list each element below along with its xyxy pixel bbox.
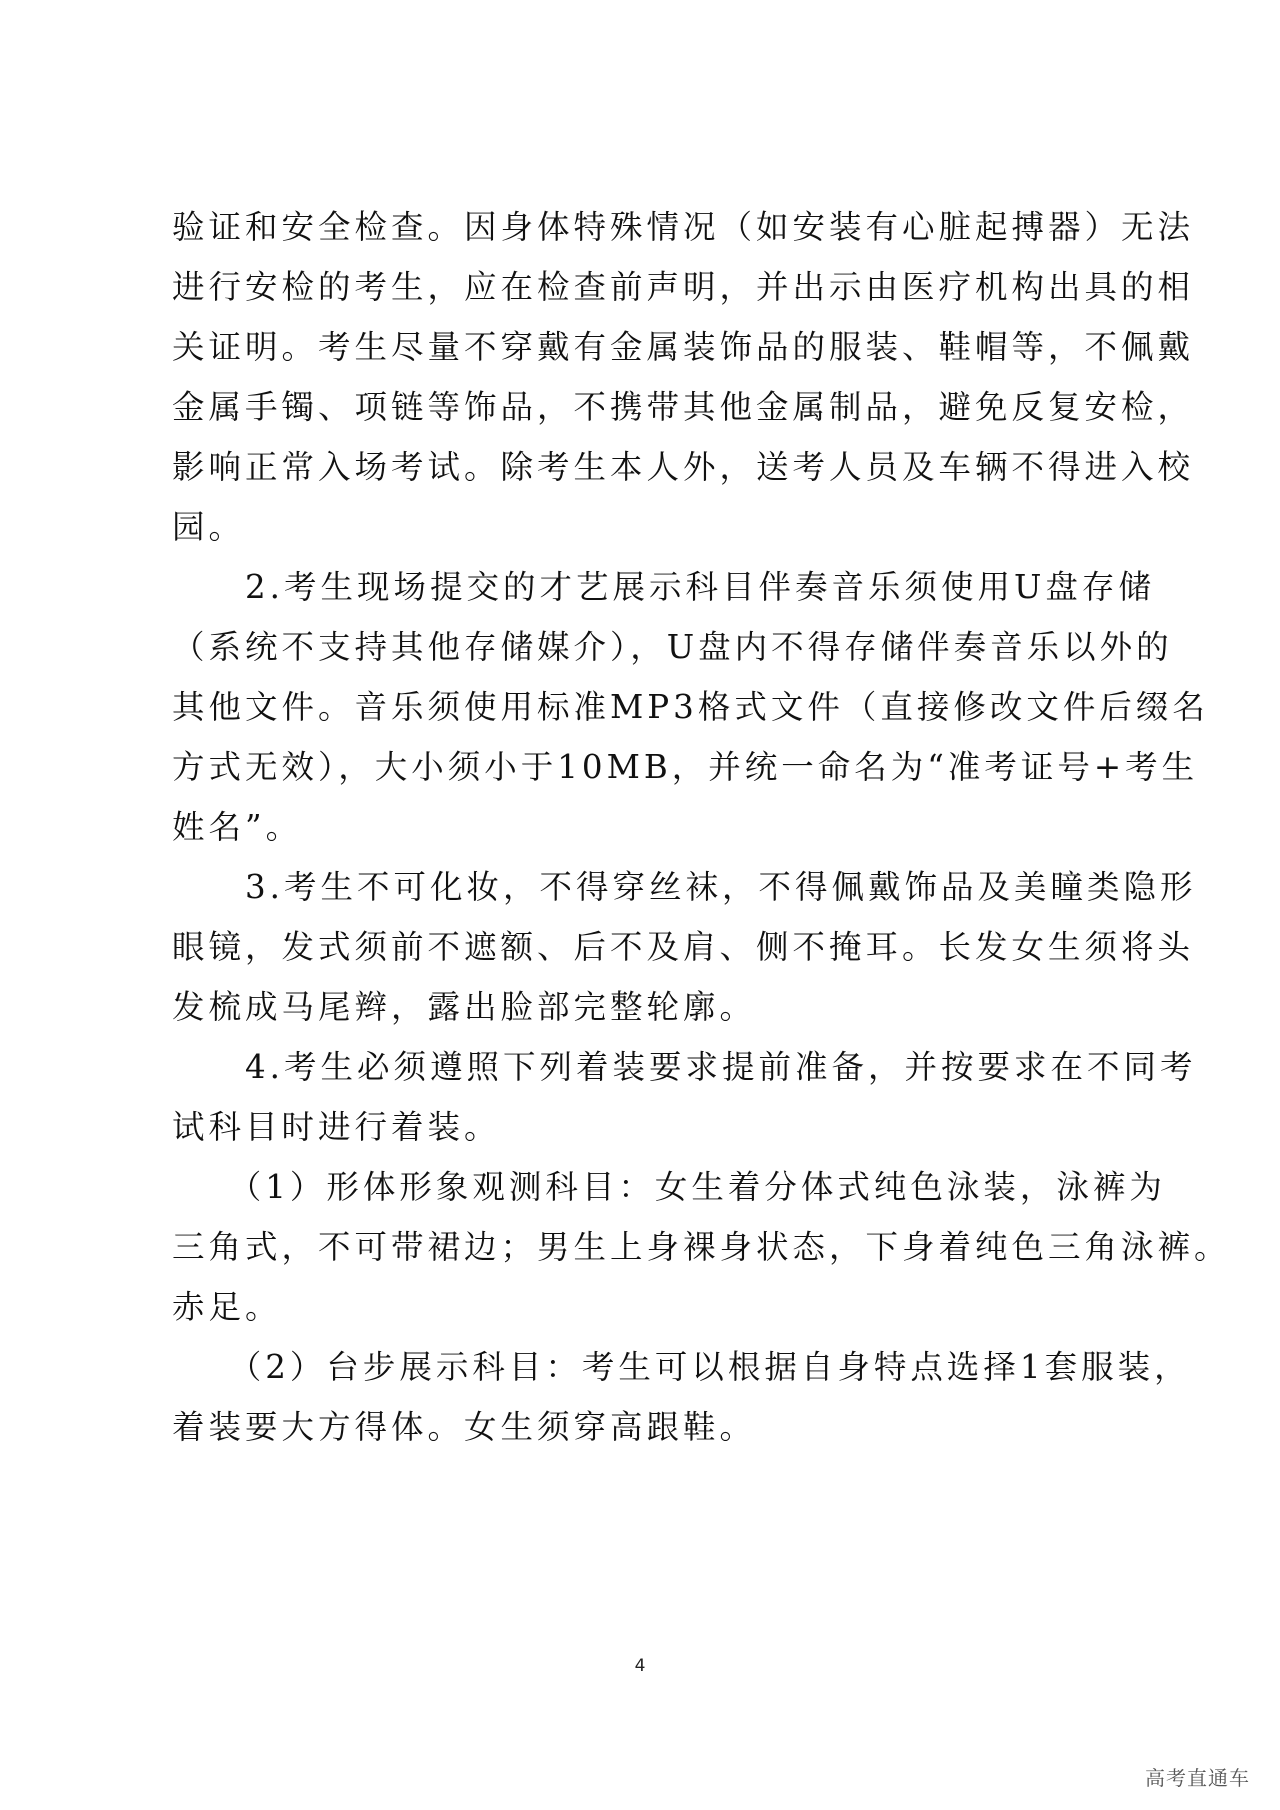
text-line: 着装要大方得体。女生须穿高跟鞋。: [172, 1408, 757, 1446]
text-line: （系统不支持其他存储媒介），U盘内不得存储伴奏音乐以外的: [172, 628, 1173, 666]
text-line: 金属手镯、项链等饰品，不携带其他金属制品，避免反复安检，: [172, 388, 1195, 426]
text-line: 3.考生不可化妆，不得穿丝袜，不得佩戴饰品及美瞳类隐形: [172, 868, 1197, 906]
text-line: 园。: [172, 508, 246, 546]
text-line: （1）形体形象观测科目：女生着分体式纯色泳装，泳裤为: [172, 1168, 1166, 1206]
page-number: 4: [634, 1656, 646, 1676]
text-line: （2）台步展示科目：考生可以根据自身特点选择1套服装，: [172, 1348, 1191, 1386]
text-line: 2.考生现场提交的才艺展示科目伴奏音乐须使用U盘存储: [172, 568, 1155, 606]
text-line: 其他文件。音乐须使用标准MP3格式文件（直接修改文件后缀名: [172, 688, 1209, 726]
text-line: 影响正常入场考试。除考生本人外，送考人员及车辆不得进入校: [172, 448, 1195, 486]
text-line: 眼镜，发式须前不遮额、后不及肩、侧不掩耳。长发女生须将头: [172, 928, 1195, 966]
watermark: 高考直通车: [1145, 1766, 1250, 1790]
text-line: 验证和安全检查。因身体特殊情况（如安装有心脏起搏器）无法: [172, 208, 1195, 246]
text-line: 姓名”。: [172, 808, 303, 846]
text-line: 方式无效），大小须小于10MB，并统一命名为“准考证号+考生: [172, 748, 1199, 786]
text-line: 试科目时进行着装。: [172, 1108, 501, 1146]
text-line: 进行安检的考生，应在检查前声明，并出示由医疗机构出具的相: [172, 268, 1195, 306]
text-line: 赤足。: [172, 1288, 282, 1326]
text-line: 关证明。考生尽量不穿戴有金属装饰品的服装、鞋帽等，不佩戴: [172, 328, 1195, 366]
text-line: 三角式，不可带裙边；男生上身裸身状态，下身着纯色三角泳裤。: [172, 1228, 1231, 1266]
text-line: 发梳成马尾辫，露出脸部完整轮廓。: [172, 988, 757, 1026]
text-line: 4.考生必须遵照下列着装要求提前准备，并按要求在不同考: [172, 1048, 1197, 1086]
